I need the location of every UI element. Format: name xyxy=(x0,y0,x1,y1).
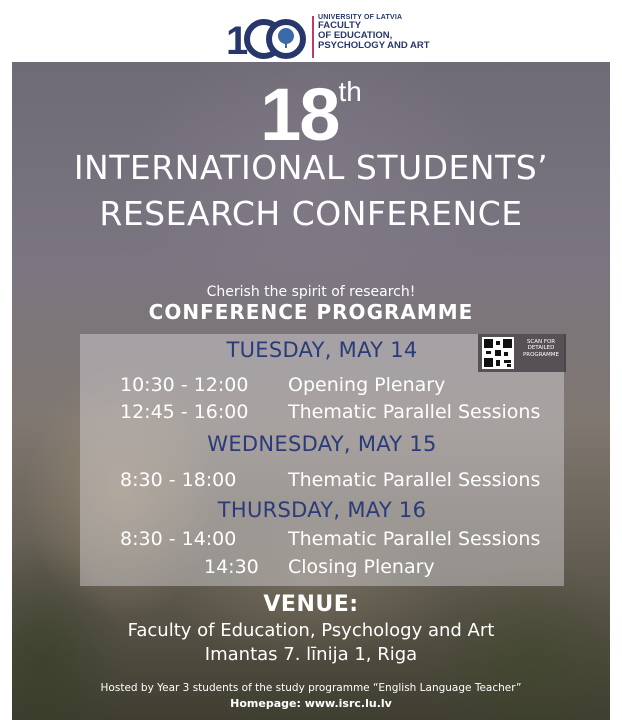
session-time: 12:45 - 16:00 xyxy=(120,401,249,423)
conference-poster xyxy=(12,62,610,720)
university-name: UNIVERSITY OF LATVIA xyxy=(318,14,403,21)
session-time: 8:30 - 14:00 xyxy=(120,528,237,550)
university-centenary-logo xyxy=(226,14,306,60)
venue-line-1: Faculty of Education, Psychology and Art xyxy=(127,620,495,641)
session-event: Thematic Parallel Sessions xyxy=(288,469,541,491)
session-event: Thematic Parallel Sessions xyxy=(288,528,541,550)
venue-line-2: Imantas 7. līnija 1, Riga xyxy=(204,644,418,665)
session-event: Thematic Parallel Sessions xyxy=(288,401,541,423)
faculty-line-3: PSYCHOLOGY AND ART xyxy=(318,40,430,52)
day-heading-thursday: THURSDAY, MAY 16 xyxy=(217,498,427,522)
session-time: 14:30 xyxy=(204,556,259,578)
svg-text:1: 1 xyxy=(226,19,249,60)
hosted-by: Hosted by Year 3 students of the study programme “English Language Teacher” xyxy=(100,682,522,694)
session-time: 10:30 - 12:00 xyxy=(120,374,249,396)
faculty-name xyxy=(318,14,430,51)
session-event: Closing Plenary xyxy=(288,556,435,578)
edition-number: 18 xyxy=(260,73,339,156)
qr-label: SCAN FOR DETAILED PROGRAMME xyxy=(522,339,560,358)
faculty-line-1: FACULTY xyxy=(318,20,362,32)
faculty-line-2: OF EDUCATION, xyxy=(318,30,393,42)
programme-title: CONFERENCE PROGRAMME xyxy=(148,300,474,324)
edition-heading xyxy=(12,72,610,157)
session-event: Opening Plenary xyxy=(288,374,446,396)
day-heading-wednesday: WEDNESDAY, MAY 15 xyxy=(207,432,437,456)
venue-heading: VENUE: xyxy=(263,592,359,617)
logo-divider xyxy=(312,16,314,58)
session-time: 8:30 - 18:00 xyxy=(120,469,237,491)
day-heading-tuesday: TUESDAY, MAY 14 xyxy=(226,338,418,362)
edition-suffix: th xyxy=(338,76,362,107)
programme-panel xyxy=(80,334,564,586)
header xyxy=(0,0,622,62)
title-line-2: RESEARCH CONFERENCE xyxy=(99,194,523,233)
slogan: Cherish the spirit of research! xyxy=(206,284,416,300)
title-line-1: INTERNATIONAL STUDENTS’ xyxy=(73,148,549,187)
homepage-link[interactable]: Homepage: www.isrc.lu.lv xyxy=(230,697,392,710)
